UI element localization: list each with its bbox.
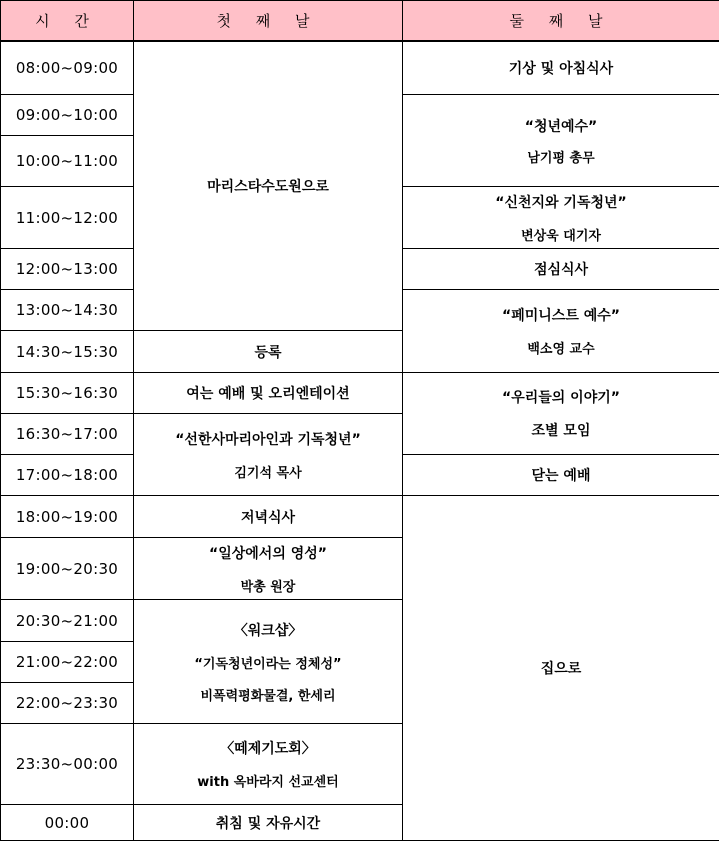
day2-youth-jesus [403,95,719,187]
session-title: “선한사마리아인과 기독청년” [134,429,402,449]
header-row [1,1,719,41]
time-cell: 00:00 [1,805,134,841]
header-day2: 둘 째 날 [403,1,719,41]
table-row [1,41,719,95]
day1-workshop [134,600,403,724]
day1-spirituality [134,538,403,600]
day1-talk [134,414,403,496]
day1-arrival: 마리스타수도원으로 [134,41,403,331]
time-cell: 08:00~09:00 [1,41,134,95]
time-cell: 23:30~00:00 [1,724,134,805]
day2-heaven-earth [403,187,719,249]
time-cell: 16:30~17:00 [1,414,134,455]
day1-prayer [134,724,403,805]
session-speaker: 백소영 교수 [403,338,719,357]
table-row [1,373,719,414]
time-cell: 12:00~13:00 [1,249,134,290]
day1-registration: 등록 [134,331,403,373]
session-speaker: 비폭력평화물결, 한세리 [134,685,402,704]
session-title: “신천지와 기독청년” [403,192,719,212]
time-cell: 15:30~16:30 [1,373,134,414]
session-speaker: 남기평 총무 [403,147,719,166]
time-cell: 09:00~10:00 [1,95,134,136]
header-time: 시 간 [1,1,134,41]
session-subtitle: 조별 모임 [403,420,719,440]
time-cell: 22:00~23:30 [1,683,134,724]
session-title: 〈떼제기도회〉 [134,738,402,758]
time-cell: 17:00~18:00 [1,455,134,496]
session-speaker: 변상욱 대기자 [403,225,719,244]
session-title: “페미니스트 예수” [403,305,719,325]
table-row [1,496,719,538]
session-speaker: 김기석 목사 [134,462,402,481]
session-subtitle: “기독청년이라는 정체성” [134,653,402,672]
day2-home: 집으로 [403,496,719,841]
day1-opening: 여는 예배 및 오리엔테이션 [134,373,403,414]
day2-our-stories [403,373,719,455]
day2-closing: 닫는 예배 [403,455,719,496]
time-cell: 11:00~12:00 [1,187,134,249]
session-speaker: 박총 원장 [134,576,402,595]
day2-lunch: 점심식사 [403,249,719,290]
session-speaker: with 옥바라지 선교센터 [134,771,402,790]
time-cell: 20:30~21:00 [1,600,134,642]
day2-feminist [403,290,719,373]
day1-dinner: 저녁식사 [134,496,403,538]
header-day1: 첫 째 날 [134,1,403,41]
time-cell: 18:00~19:00 [1,496,134,538]
time-cell: 14:30~15:30 [1,331,134,373]
day1-rest: 취침 및 자유시간 [134,805,403,841]
day2-breakfast: 기상 및 아침식사 [403,41,719,95]
time-cell: 21:00~22:00 [1,642,134,683]
session-title: 〈워크샵〉 [134,620,402,640]
session-title: “청년예수” [403,116,719,136]
time-cell: 19:00~20:30 [1,538,134,600]
time-cell: 13:00~14:30 [1,290,134,331]
session-title: “우리들의 이야기” [403,387,719,407]
time-cell: 10:00~11:00 [1,136,134,187]
session-title: “일상에서의 영성” [134,543,402,563]
